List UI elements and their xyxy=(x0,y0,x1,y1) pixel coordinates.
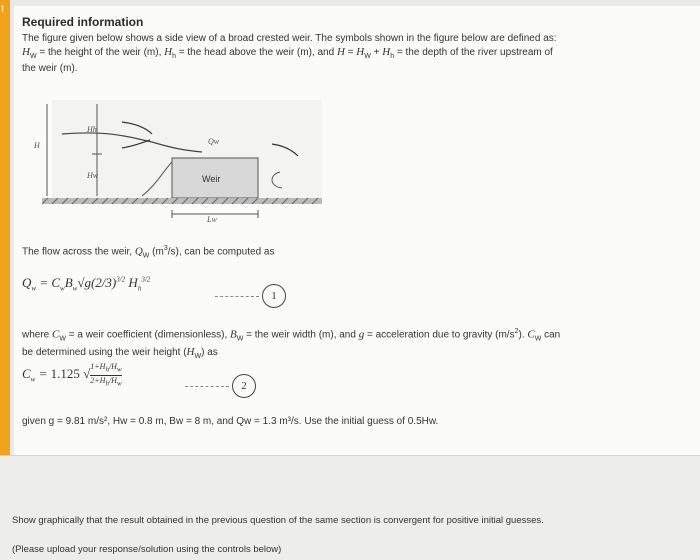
weir-diagram xyxy=(22,100,332,230)
equation-1: $Q_w = C_wB_w√g(2/3)^{3/2}$ $H_h^{3/2}$ xyxy=(22,275,151,293)
sqrt-expression: $√1+H_h/H_w$ $2+H_h/H_w$ xyxy=(83,362,122,388)
flow-paragraph: The flow across the weir, $Q_W$ $(m^3/s)$, can be computed as xyxy=(22,245,275,260)
label-H: H xyxy=(34,141,40,150)
where-line2: be determined using the weir height ( xyxy=(22,346,187,358)
intro-paragraph: The figure given below shows a side view of a broad crested weir. The symbols shown in the figure below are defined as: $H_W$ = the height of the weir (m), $H_h$ = the head above the weir (m), and $H = H_W + H_h$ = the depth of the river upstream of the weir (m). xyxy=(22,33,557,74)
where-text-b: a weir coefficient (dimensionless), xyxy=(77,329,231,341)
label-Lw: Lw xyxy=(207,215,217,224)
label-Hh: Hh xyxy=(87,125,97,134)
equation-2-leader xyxy=(185,386,229,387)
warning-strip xyxy=(0,0,10,455)
label-Qw: Qw xyxy=(208,137,220,146)
intro-line2b: the head above the weir (m), and xyxy=(187,46,337,58)
label-weir: Weir xyxy=(202,174,221,184)
intro-line3: the weir (m). xyxy=(22,63,78,74)
alert-icon: ! xyxy=(1,4,4,14)
label-Hw: Hw xyxy=(87,171,99,180)
where-text-a: where xyxy=(22,329,53,341)
question-panel xyxy=(0,455,700,560)
flow-text-b: can be computed as xyxy=(184,246,275,258)
equation-2: $C_w = 1.125$ $√1+H_h/H_w$ $2+H_h/H_w$ xyxy=(22,362,122,388)
where-paragraph: where $C_W = a$ weir coefficient (dimensionless), $B_W$ = the weir width (m), and g = acceleration due to gravity $(m/s^2)$. $C_W$ can be determined using the weir height $(H_W)$ as xyxy=(22,328,561,360)
intro-line2c: the depth of the river upstream of xyxy=(405,46,553,58)
equation-2-const: 1.125 xyxy=(50,366,80,382)
where-text-d: acceleration due to gravity (m/s xyxy=(375,329,515,341)
where-line2b: ) as xyxy=(201,346,218,358)
flow-text: The flow across the weir, xyxy=(22,246,135,258)
given-values: given g = 9.81 m/s², Hw = 0.8 m, Bw = 8 m, and Qw = 1.3 m³/s. Use the initial guess of 0.5Hw. xyxy=(22,416,439,427)
intro-line1: The figure given below shows a side view of a broad crested weir. The symbols shown in the figure below are defined as: xyxy=(22,33,557,44)
where-text-e: can xyxy=(544,329,561,341)
equation-1-number: 1 xyxy=(262,284,286,308)
question-text: Show graphically that the result obtained in the previous question of the same section is convergent for positive initial guesses. xyxy=(12,515,544,526)
equation-1-leader xyxy=(215,296,259,297)
equation-2-number: 2 xyxy=(232,374,256,398)
section-heading: Required information xyxy=(22,15,144,29)
where-text-c: the weir width (m), and xyxy=(254,329,359,341)
intro-line2: the height of the weir (m), xyxy=(47,46,165,58)
upload-note: (Please upload your response/solution using the controls below) xyxy=(12,544,282,555)
